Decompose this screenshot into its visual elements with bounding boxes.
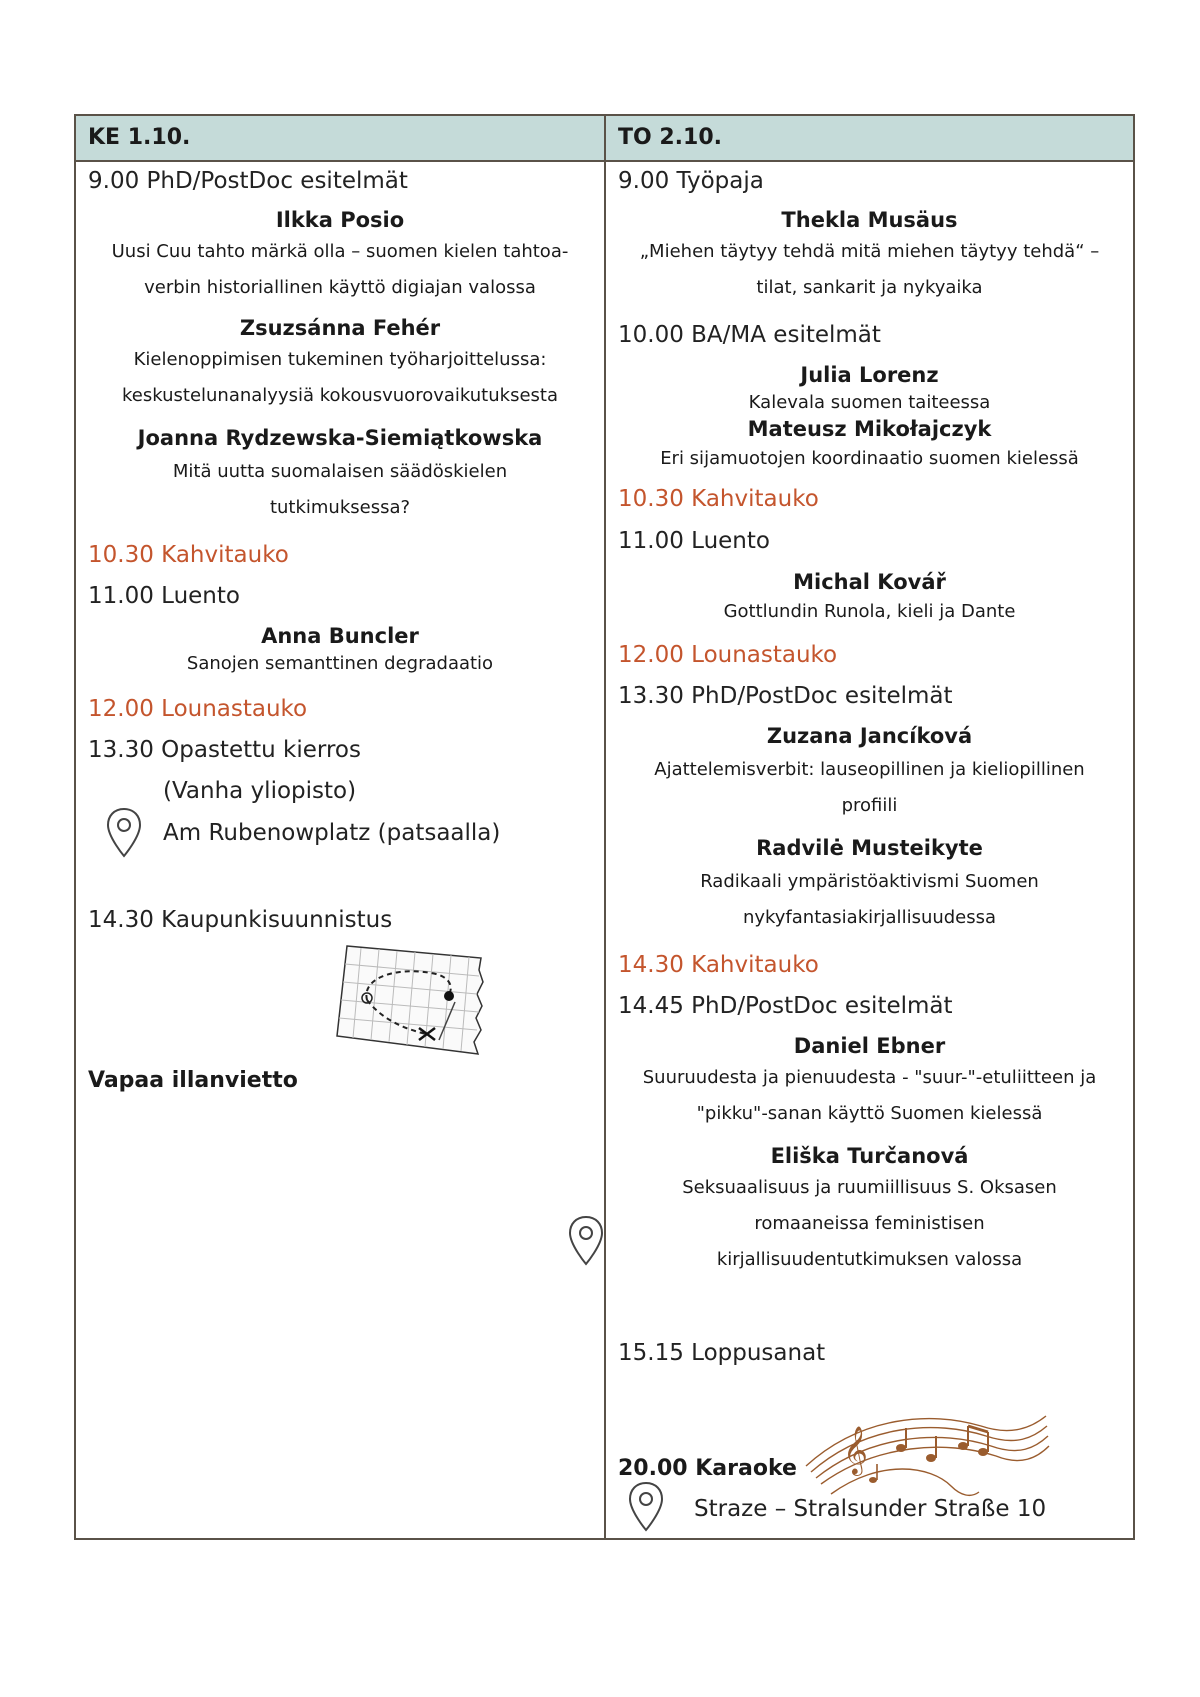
talk-title	[606, 752, 1133, 824]
speaker-name: Michal Kovář	[793, 570, 946, 594]
speaker-name: Thekla Musäus	[781, 208, 958, 232]
speaker-name: Anna Buncler	[261, 624, 419, 648]
talk-title-line: keskustelunanalyysiä kokousvuorovaikutuksesta	[122, 385, 558, 406]
location-pin-icon	[566, 1214, 606, 1270]
talk-title	[606, 1060, 1133, 1132]
talk-title-line: Ajattelemisverbit: lauseopillinen ja kieliopillinen	[654, 759, 1085, 780]
talk-title-line: Radikaali ympäristöaktivismi Suomen	[700, 871, 1039, 892]
talk-title-line: „Miehen täytyy tehdä mitä miehen täytyy tehdä“ –	[639, 241, 1100, 262]
talk-title-line: Uusi Cuu tahto märkä olla – suomen kielen tahtoa-	[111, 241, 569, 262]
talk-title: Eri sijamuotojen koordinaatio suomen kielessä	[660, 448, 1079, 469]
coffee-break: 10.30 Kahvitauko	[88, 542, 289, 568]
time-slot: 13.30 Opastettu kierros	[88, 737, 361, 763]
talk-title-line: "pikku"-sanan käyttö Suomen kielessä	[696, 1103, 1043, 1124]
talk-title: Gottlundin Runola, kieli ja Dante	[723, 601, 1016, 622]
tour-meeting-point: Am Rubenowplatz (patsaalla)	[163, 820, 501, 846]
talk-title-line: Seksuaalisuus ja ruumiillisuus S. Oksasen	[682, 1177, 1057, 1198]
talk-title-line: profiili	[841, 795, 898, 816]
time-slot: 9.00 Työpaja	[618, 168, 764, 194]
day-header-thursday: TO 2.10.	[606, 116, 1133, 162]
lunch-break: 12.00 Lounastauko	[618, 642, 838, 668]
speaker-name: Ilkka Posio	[275, 208, 405, 232]
treasure-map-icon	[331, 936, 491, 1061]
talk-title-line: Suuruudesta ja pienuudesta - "suur-"-etuliitteen ja	[642, 1067, 1097, 1088]
talk-title-line: romaaneissa feministisen	[754, 1213, 985, 1234]
location-pin-icon	[626, 1480, 666, 1536]
karaoke-venue: Straze – Stralsunder Straße 10	[694, 1496, 1047, 1522]
talk-title	[76, 342, 604, 414]
time-slot: 13.30 PhD/PostDoc esitelmät	[618, 683, 953, 709]
lunch-break: 12.00 Lounastauko	[88, 696, 308, 722]
time-slot: 10.00 BA/MA esitelmät	[618, 322, 881, 348]
talk-title	[606, 1170, 1133, 1278]
coffee-break: 14.30 Kahvitauko	[618, 952, 819, 978]
speaker-name: Julia Lorenz	[800, 363, 939, 387]
talk-title-line: kirjallisuudentutkimuksen valossa	[716, 1249, 1023, 1270]
time-slot: 11.00 Luento	[618, 528, 770, 554]
speaker-name: Joanna Rydzewska-Siemiątkowska	[137, 426, 543, 450]
day-header-wednesday: KE 1.10.	[76, 116, 604, 162]
speaker-name: Daniel Ebner	[793, 1034, 946, 1058]
location-pin-icon	[104, 806, 144, 862]
day-column-thursday	[606, 116, 1133, 1538]
tour-location: (Vanha yliopisto)	[163, 778, 357, 804]
speaker-name: Eliška Turčanová	[770, 1144, 969, 1168]
svg-text:𝄞: 𝄞	[843, 1425, 868, 1474]
speaker-name: Radvilė Musteikyte	[756, 836, 983, 860]
talk-title-line: tilat, sankarit ja nykyaika	[756, 277, 983, 298]
day-column-wednesday	[76, 116, 606, 1538]
talk-title-line: verbin historiallinen käyttö digiajan valossa	[144, 277, 536, 298]
time-slot: 14.45 PhD/PostDoc esitelmät	[618, 993, 953, 1019]
coffee-break: 10.30 Kahvitauko	[618, 486, 819, 512]
talk-title	[76, 234, 604, 306]
schedule-table	[74, 114, 1135, 1540]
music-notes-icon	[801, 1406, 1051, 1506]
time-slot: 14.30 Kaupunkisuunnistus	[88, 907, 393, 933]
time-slot: 11.00 Luento	[88, 583, 240, 609]
speaker-name: Zsuzsánna Fehér	[239, 316, 441, 340]
talk-title-line: Kielenoppimisen tukeminen työharjoittelussa:	[133, 349, 547, 370]
talk-title	[76, 454, 604, 526]
karaoke-event: 20.00 Karaoke	[618, 1456, 797, 1481]
talk-title: Sanojen semanttinen degradaatio	[186, 653, 494, 674]
evening-program: Vapaa illanvietto	[88, 1068, 298, 1093]
speaker-name: Zuzana Jancíková	[766, 724, 973, 748]
talk-title	[606, 864, 1133, 936]
talk-title-line: Mitä uutta suomalaisen säädöskielen	[172, 461, 508, 482]
speaker-name: Mateusz Mikołajczyk	[747, 417, 992, 441]
talk-title-line: nykyfantasiakirjallisuudessa	[742, 907, 997, 928]
time-slot: 15.15 Loppusanat	[618, 1340, 826, 1366]
talk-title: Kalevala suomen taiteessa	[748, 392, 991, 413]
talk-title	[606, 234, 1133, 306]
talk-title-line: tutkimuksessa?	[269, 497, 411, 518]
time-slot: 9.00 PhD/PostDoc esitelmät	[88, 168, 408, 194]
